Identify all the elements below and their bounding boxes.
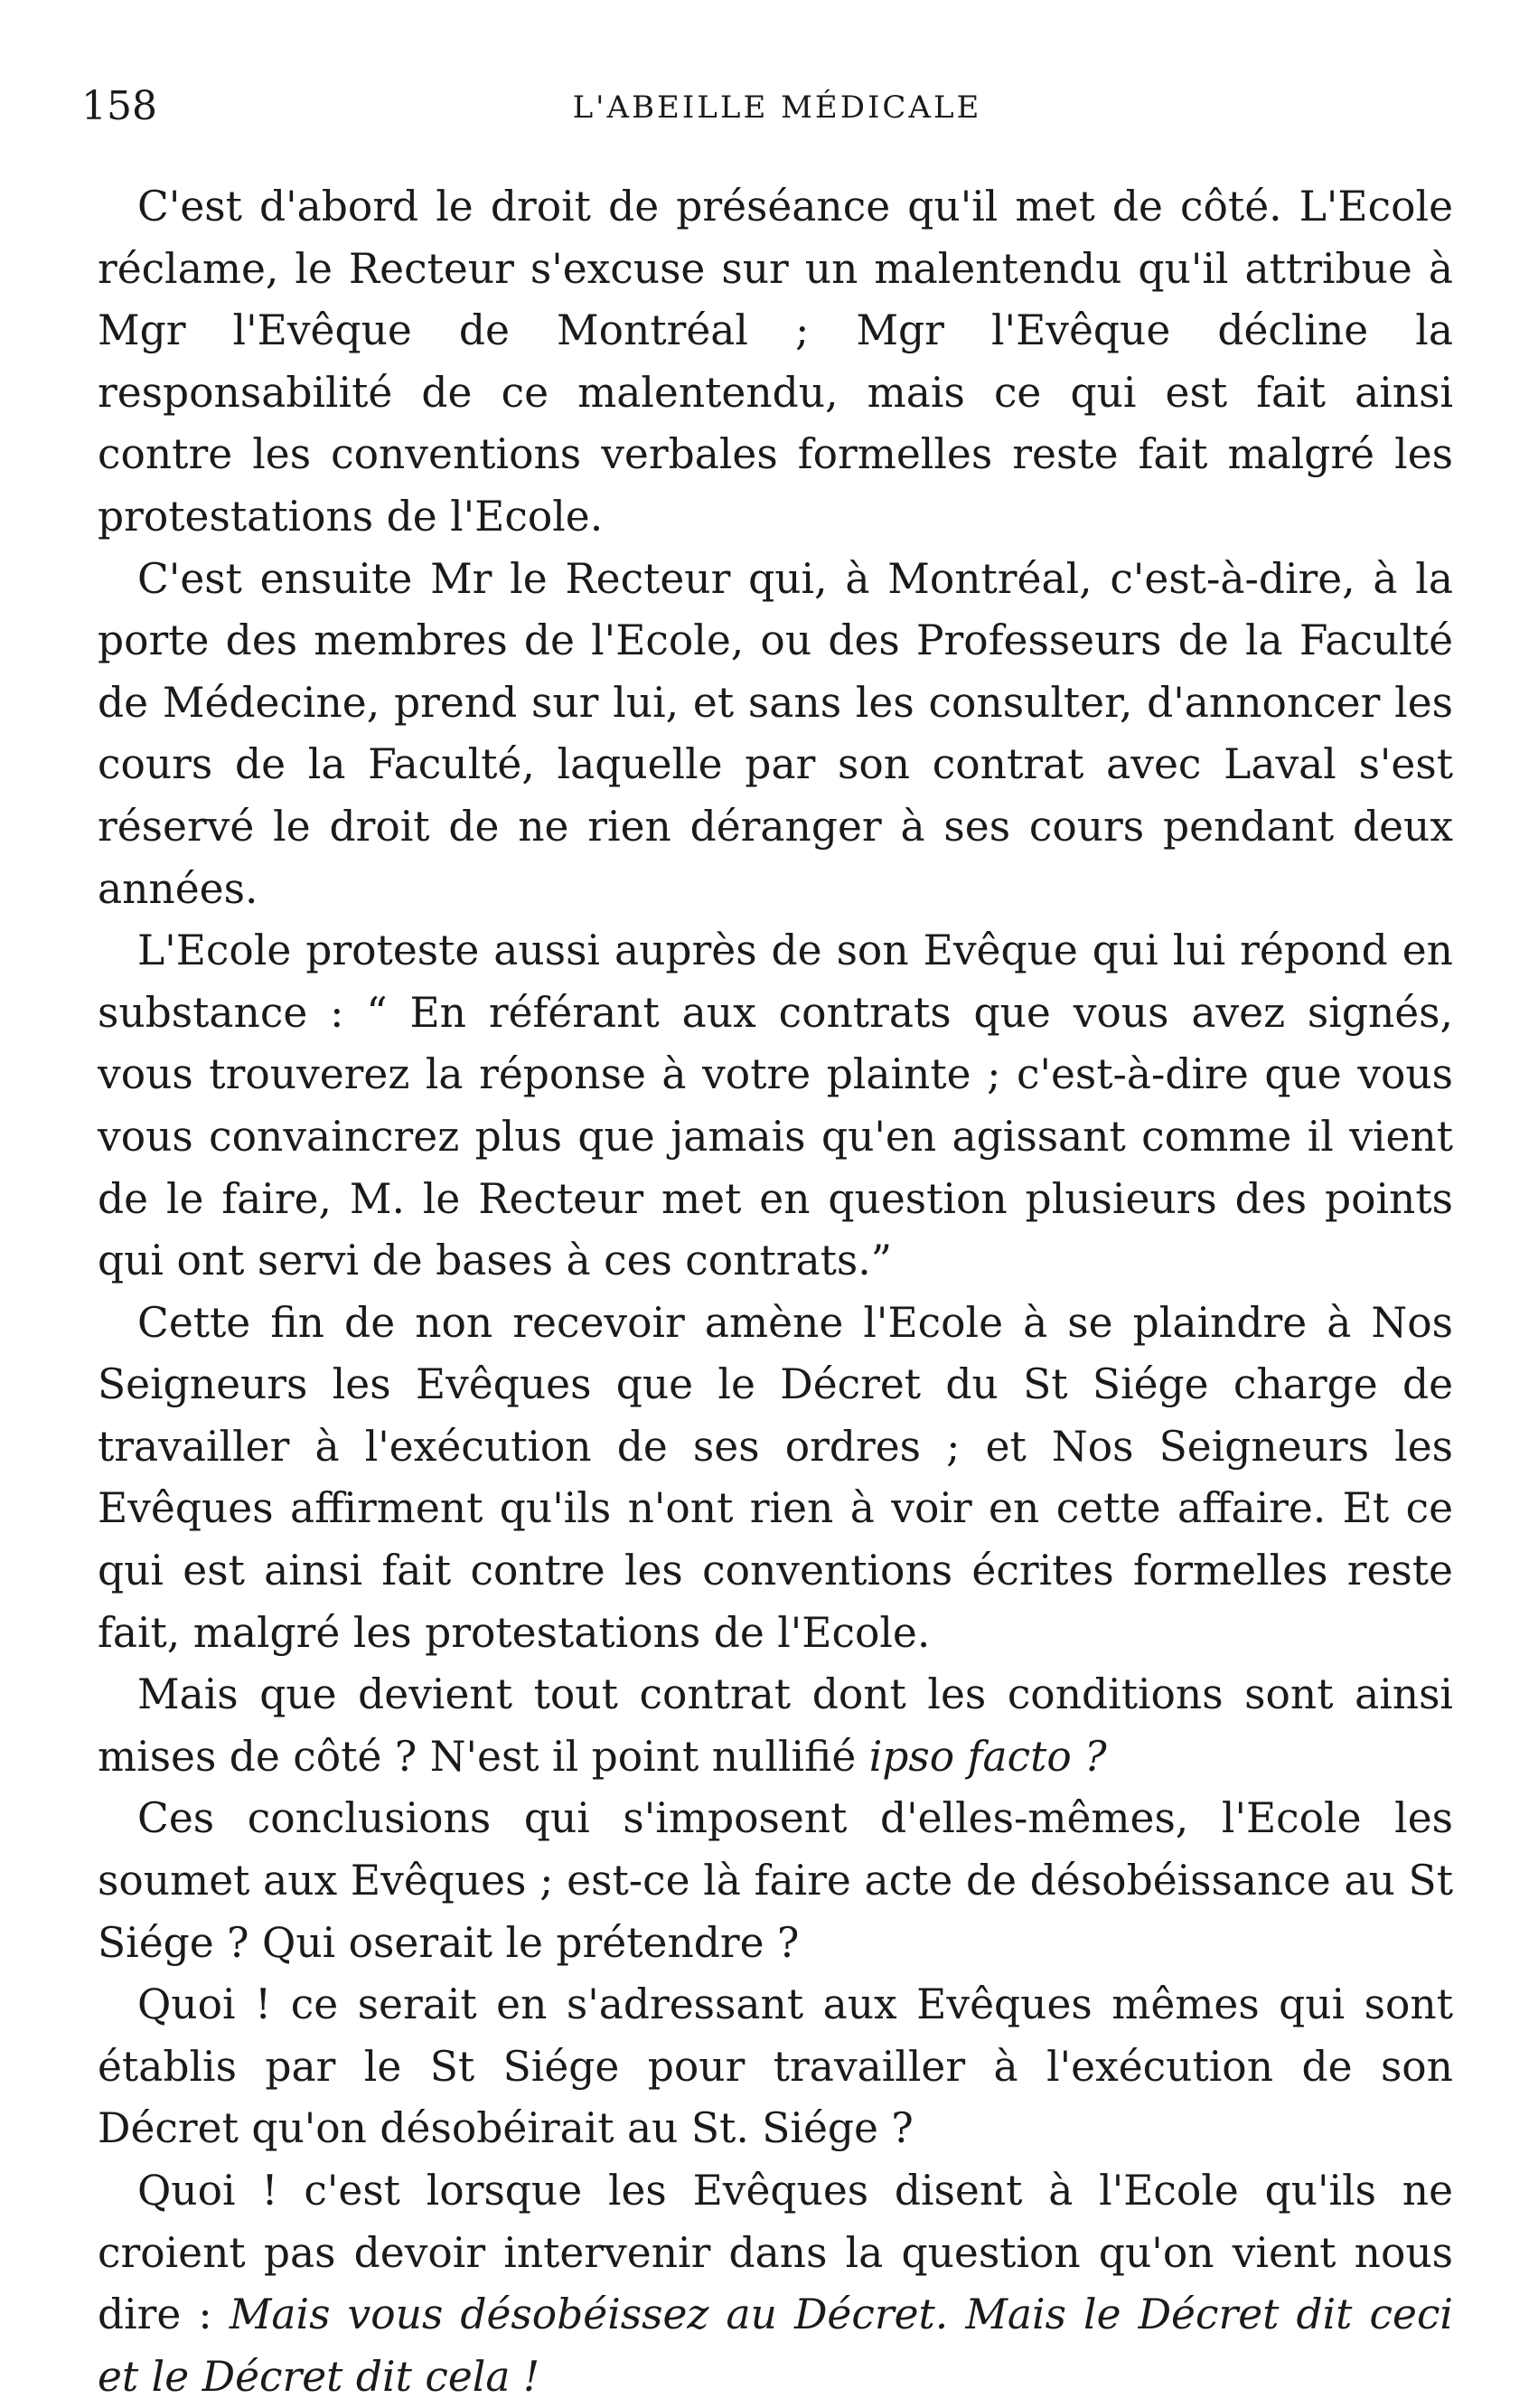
page-number: 158 [81, 83, 157, 129]
running-title: L'ABEILLE MÉDICALE [572, 89, 982, 126]
paragraph-text: Mais que devient tout contrat dont les conditions sont ainsi mises de côté ? N'est il point nullifié [98, 1670, 1453, 1781]
italic-text: Mais vous désobéissez au Décret. Mais le Décret dit ceci et le Décret dit cela ! [98, 2290, 1453, 2401]
paragraph [98, 2160, 1453, 2408]
paragraph: Quoi ! ce serait en s'adressant aux Evêques mêmes qui sont établis par le St Siége pour travailler à l'exécution de son Décret qu'on désobéirait au St. Siége ? [98, 1980, 1453, 2153]
page-header [81, 80, 1473, 134]
italic-text: ipso facto ? [868, 1732, 1107, 1781]
body-text [98, 176, 1453, 2408]
paragraph: C'est d'abord le droit de préséance qu'il met de côté. L'Ecole réclame, le Recteur s'excuse sur un malentendu qu'il attribue à Mgr l'Evêque de Montréal ; Mgr l'Evêque décline la responsabilité de ce malentendu, mais ce qui est fait ainsi contre les conventions verbales formelles reste fait malgré les protestations de l'Ecole. [98, 183, 1453, 541]
paragraph: C'est ensuite Mr le Recteur qui, à Montréal, c'est-à-dire, à la porte des membres de l'Ecole, ou des Professeurs de la Faculté de Médecine, prend sur lui, et sans les consulter, d'annoncer les cours de la Faculté, laquelle par son contrat avec Laval s'est réservé le droit de ne rien déranger à ses cours pendant deux années. [98, 554, 1453, 913]
paragraph-text: Quoi ! c'est lorsque les Evêques disent à l'Ecole qu'ils ne croient pas devoir intervenir dans la question qu'on vient nous dire : [98, 2167, 1453, 2339]
paragraph: Ces conclusions qui s'imposent d'elles-mêmes, l'Ecole les soumet aux Evêques ; est-ce là faire acte de désobéissance au St Siége ? Qui oserait le prétendre ? [98, 1794, 1453, 1967]
paragraph: L'Ecole proteste aussi auprès de son Evêque qui lui répond en substance : “ En référant aux contrats que vous avez signés, vous trouverez la réponse à votre plainte ; c'est-à-dire que vous vous convaincrez plus que jamais qu'en agissant comme il vient de le faire, M. le Recteur met en question plusieurs des points qui ont servi de bases à ces contrats.” [98, 927, 1453, 1285]
paragraph: Cette fin de non recevoir amène l'Ecole à se plaindre à Nos Seigneurs les Evêques que le Décret du St Siége charge de travailler à l'exécution de ses ordres ; et Nos Seigneurs les Evêques affirment qu'ils n'ont rien à voir en cette affaire. Et ce qui est ainsi fait contre les conventions écrites formelles reste fait, malgré les protestations de l'Ecole. [98, 1298, 1453, 1657]
paragraph [98, 1664, 1453, 1788]
